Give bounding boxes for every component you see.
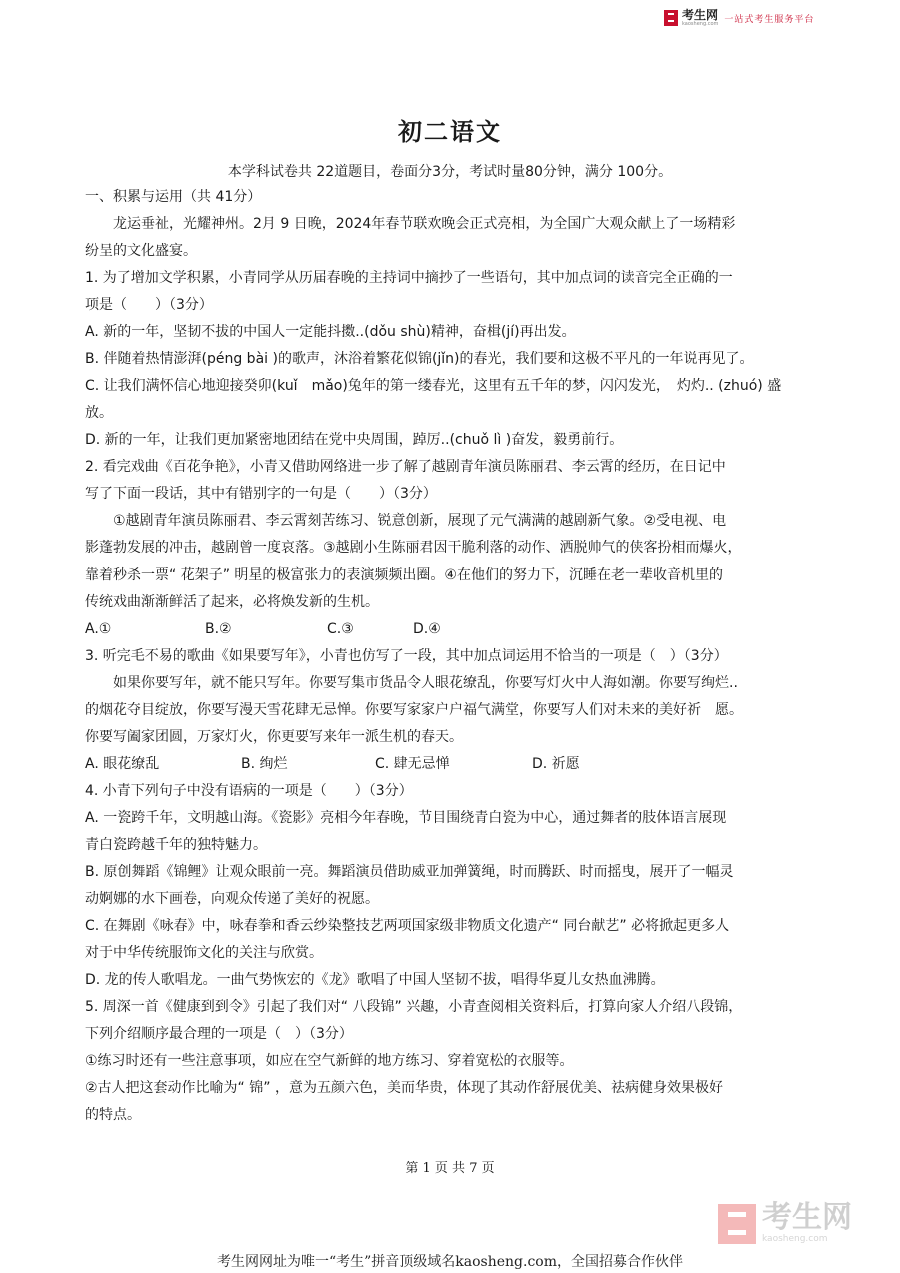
option-c: C.③ [327, 621, 354, 637]
intro-line: 龙运垂祉，光耀神州。2月 9 日晚，2024年春节联欢晚会正式亮相，为全国广大观众献上了一场精彩 [113, 216, 736, 232]
question-2-stem: 写了下面一段话，其中有错别字的一句是（ ）（3分） [85, 486, 437, 502]
watermark-domain: kaosheng.com [762, 1234, 828, 1244]
question-1-option-b: B. 伴随着热情澎湃(péng bài )的歌声，沐浴着繁花似锦(jǐn)的春光，我们要和这极不平凡的一年说再见了。 [85, 351, 754, 367]
intro-line: 纷呈的文化盛宴。 [85, 243, 197, 259]
question-1-option-c: C. 让我们满怀信心地迎接癸卯(kuǐ mǎo)兔年的第一缕春光，这里有五千年的梦，闪闪发光， 灼灼.. (zhuó) 盛 [85, 378, 782, 394]
question-2-options [85, 616, 830, 643]
question-5-stem: 下列介绍顺序最合理的一项是（ ）（3分） [85, 1026, 353, 1042]
page-title: 初二语文 [398, 118, 502, 146]
question-4-option-a: 青白瓷跨越千年的独特魅力。 [85, 837, 267, 853]
option-d: D.④ [413, 621, 441, 637]
question-5-stem: 5. 周深一首《健康到到令》引起了我们对“ 八段锦” 兴趣，小青查阅相关资料后，打算向家人介绍八段锦， [85, 999, 743, 1015]
header-logo[interactable] [664, 9, 814, 27]
question-3-stem: 3. 听完毛不易的歌曲《如果要写年》，小青也仿写了一段，其中加点词运用不恰当的一项是（ ）（3分） [85, 648, 728, 664]
question-2-stem: 2. 看完戏曲《百花争艳》，小青又借助网络进一步了解了越剧青年演员陈丽君、李云霄的经历，在日记中 [85, 459, 726, 475]
question-4-option-d: D. 龙的传人歌唱龙。一曲气势恢宏的《龙》歌唱了中国人坚韧不拔，唱得华夏儿女热血沸腾。 [85, 972, 665, 988]
option-c: C. 肆无忌惮 [375, 756, 450, 772]
question-2-passage: ①越剧青年演员陈丽君、李云霄刻苦练习、锐意创新，展现了元气满满的越剧新气象。②受电视、电 [113, 513, 727, 529]
option-d: D. 祈愿 [532, 756, 580, 772]
question-3-passage: 你要写阖家团圆，万家灯火，你更要写来年一派生机的春天。 [85, 729, 463, 745]
bottom-note: 考生网网址为唯一“考生”拼音顶级域名kaosheng.com，全国招募合作伙伴 [216, 1254, 684, 1270]
watermark [718, 1200, 852, 1244]
option-a: A.① [85, 621, 112, 637]
question-1-option-c: 放。 [85, 405, 113, 421]
question-4-option-b: B. 原创舞蹈《锦鲤》让观众眼前一亮。舞蹈演员借助威亚加弹簧绳，时而腾跃、时而摇曳，展开了一幅灵 [85, 864, 734, 880]
option-b: B. 绚烂 [241, 756, 288, 772]
question-4-option-a: A. 一瓷跨千年，文明越山海。《瓷影》亮相今年春晚，节目围绕青白瓷为中心，通过舞者的肢体语言展现 [85, 810, 727, 826]
question-3-passage: 如果你要写年，就不能只写年。你要写集市货品令人眼花缭乱，你要写灯火中人海如潮。你要写绚烂.. [113, 675, 738, 691]
option-a: A. 眼花缭乱 [85, 756, 160, 772]
logo-icon [664, 10, 678, 26]
question-3-passage: 的烟花夺目绽放，你要写漫天雪花肆无忌惮。你要写家家户户福气满堂，你要写人们对未来的美好祈 愿。 [85, 702, 743, 718]
question-3-options [85, 751, 830, 778]
question-2-passage: 影蓬勃发展的冲击，越剧曾一度哀落。③越剧小生陈丽君因干脆利落的动作、洒脱帅气的侠客扮相而爆火， [85, 540, 742, 556]
question-4-option-b: 动婀娜的水下画卷，向观众传递了美好的祝愿。 [85, 891, 379, 907]
section-heading: 一、积累与运用（共 41分） [85, 189, 262, 205]
question-4-option-c: C. 在舞剧《咏春》中，咏春拳和香云纱染整技艺两项国家级非物质文化遗产“ 同台献艺” 必将掀起更多人 [85, 918, 730, 934]
exam-content [85, 184, 830, 1129]
question-1-stem: 项是（ ）（3分） [85, 297, 213, 313]
question-2-passage: 传统戏曲渐渐鲜活了起来，必将焕发新的生机。 [85, 594, 379, 610]
question-2-passage: 靠着秒杀一票“ 花架子” 明星的极富张力的表演频频出圈。④在他们的努力下，沉睡在老一辈收音机里的 [85, 567, 723, 583]
question-1-option-d: D. 新的一年，让我们更加紧密地团结在党中央周围，踔厉..(chuǒ lì )奋发，毅勇前行。 [85, 432, 624, 448]
question-5-item-2: ②古人把这套动作比喻为“ 锦” ，意为五颜六色，美而华贵，体现了其动作舒展优美、祛病健身效果极好 [85, 1080, 723, 1096]
exam-info: 本学科试卷共 22道题目，卷面分3分，考试时量80分钟，满分 100分。 [227, 164, 673, 180]
logo-name: 考生网 [682, 8, 719, 22]
watermark-name: 考生网 [762, 1200, 852, 1235]
logo-domain: kaosheng.com [682, 21, 719, 27]
watermark-logo-icon [718, 1204, 756, 1244]
question-5-item-1: ①练习时还有一些注意事项，如应在空气新鲜的地方练习、穿着宽松的衣服等。 [85, 1053, 574, 1069]
question-4-option-c: 对于中华传统服饰文化的关注与欣赏。 [85, 945, 323, 961]
question-1-stem: 1. 为了增加文学积累，小青同学从历届春晚的主持词中摘抄了一些语句，其中加点词的读音完全正确的一 [85, 270, 733, 286]
question-1-option-a: A. 新的一年，坚韧不拔的中国人一定能抖擞..(dǒu shù)精神，奋楫(jí)再出发。 [85, 324, 576, 340]
question-4-stem: 4. 小青下列句子中没有语病的一项是（ ）（3分） [85, 783, 413, 799]
page-number: 第 1 页 共 7 页 [405, 1161, 495, 1176]
question-5-item-2: 的特点。 [85, 1107, 141, 1123]
logo-slogan: 一站式考生服务平台 [724, 14, 815, 25]
option-b: B.② [205, 621, 232, 637]
